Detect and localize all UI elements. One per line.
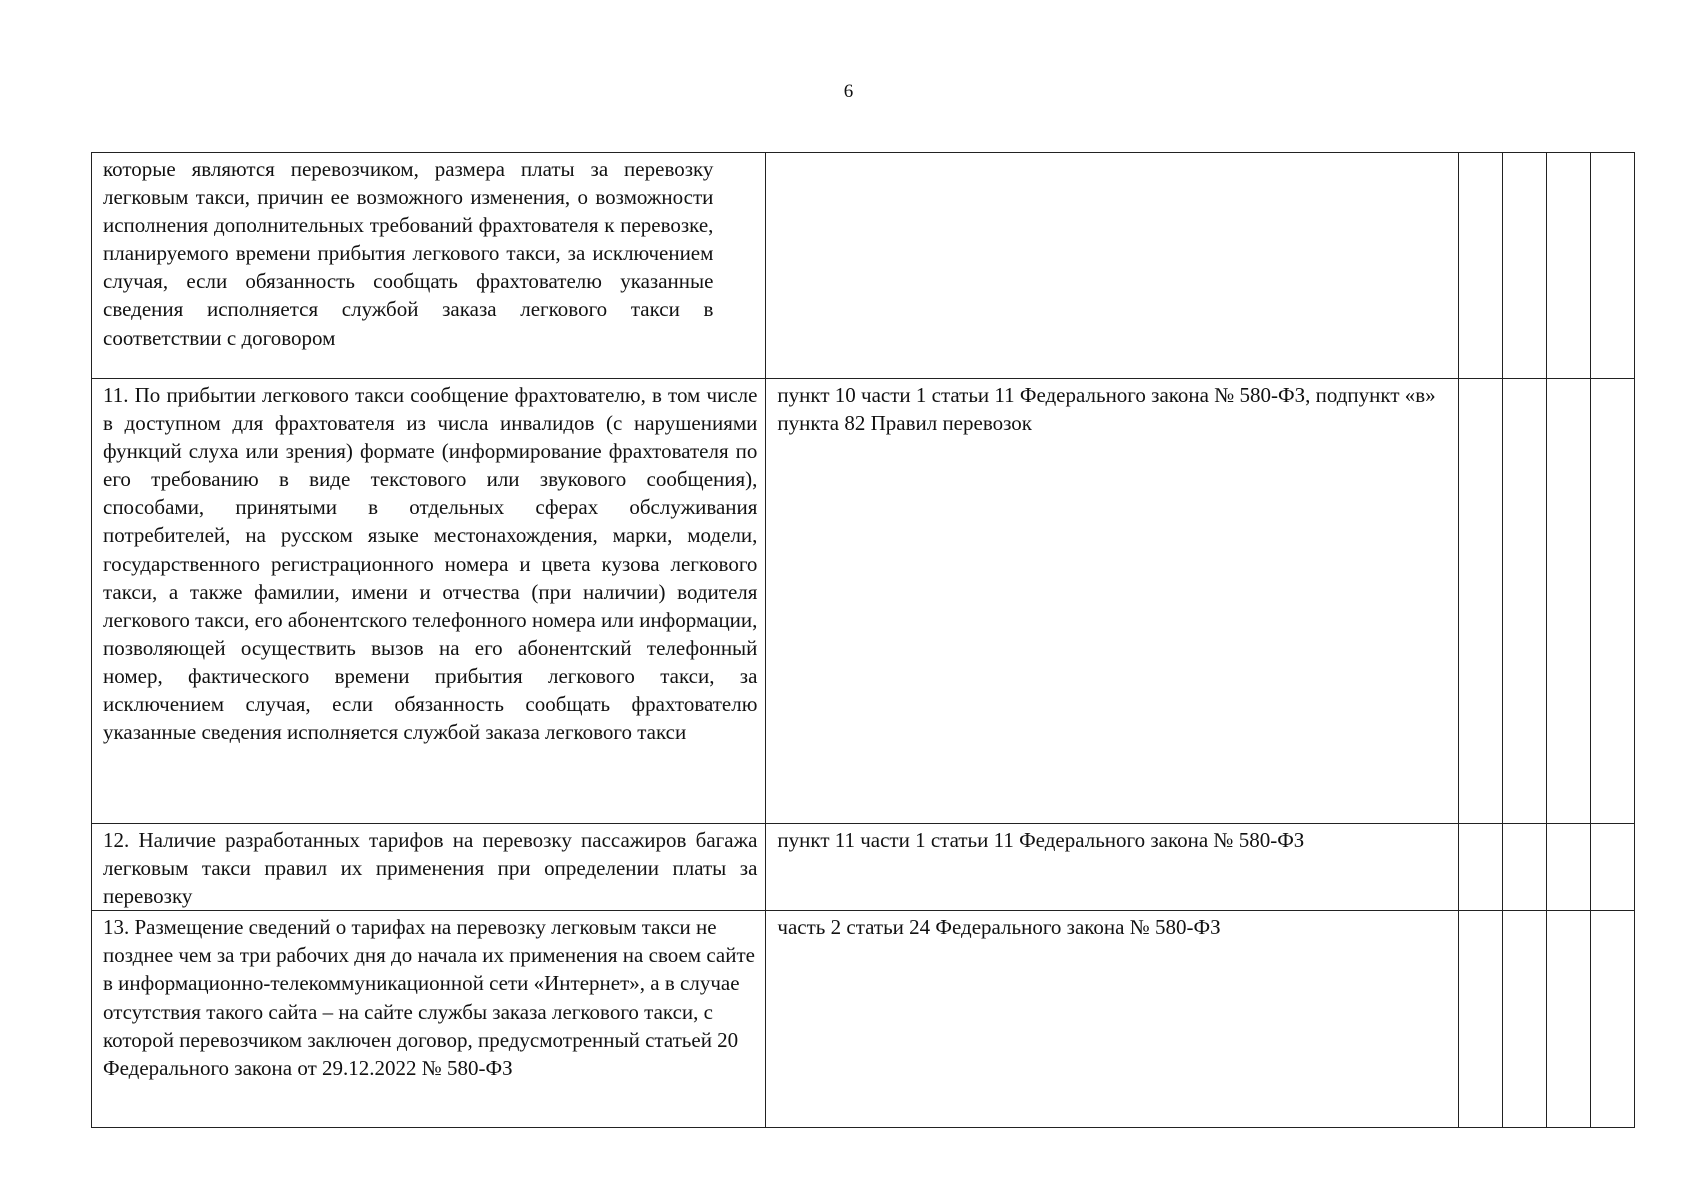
- answer-not-applicable-cell[interactable]: [1546, 153, 1590, 379]
- answer-not-applicable-cell[interactable]: [1546, 379, 1590, 824]
- reference-text: часть 2 статьи 24 Федерального закона № 580-ФЗ: [777, 915, 1221, 940]
- requirement-cell: [92, 911, 766, 1128]
- requirement-cell: [92, 824, 766, 911]
- table-row: [92, 911, 1635, 1128]
- requirement-text: которые являются перевозчиком, размера платы за перевозку легковым такси, причин ее возможного изменения, о возможности исполнения дополнительных требований фрахтователя к перевозке, планируемого времени прибытия легкового такси, за исключением случая, если обязанность сообщать фрахтователю указанные сведения исполняется службой заказа легкового такси в соответствии с договором: [103, 157, 714, 350]
- answer-not-applicable-cell[interactable]: [1546, 911, 1590, 1128]
- table-row: [92, 153, 1635, 379]
- answer-yes-cell[interactable]: [1458, 153, 1502, 379]
- requirement-text: 12. Наличие разработанных тарифов на перевозку пассажиров багажа легковым такси правил их применения при определении платы за перевозку: [103, 828, 758, 909]
- answer-no-cell[interactable]: [1502, 824, 1546, 911]
- reference-text: [766, 153, 1457, 155]
- reference-text: пункт 10 части 1 статьи 11 Федерального закона № 580-ФЗ, подпункт «в» пункта 82 Правил перевозок: [777, 383, 1436, 436]
- reference-cell: [766, 911, 1458, 1128]
- answer-note-cell[interactable]: [1590, 824, 1634, 911]
- answer-no-cell[interactable]: [1502, 153, 1546, 379]
- requirement-text: 11. По прибытии легкового такси сообщение фрахтователю, в том числе в доступном для фрахтователя из числа инвалидов (с нарушениями функций слуха или зрения) формате (информирование фрахтователя по его требованию в виде текстового или звукового сообщения), способами, принятыми в отдельных сферах обслуживания потребителей, на русском языке местонахождения, марки, модели, государственного регистрационного номера и цвета кузова легкового такси, а также фамилии, имени и отчества (при наличии) водителя легкового такси, его абонентского телефонного номера или информации, позволяющей осуществить вызов на его абонентский телефонный номер, фактического времени прибытия легкового такси, за исключением случая, если обязанность сообщать фрахтователю указанные сведения исполняется службой заказа легкового такси: [103, 383, 758, 745]
- answer-no-cell[interactable]: [1502, 911, 1546, 1128]
- requirements-table: [91, 152, 1635, 1128]
- reference-cell: [766, 153, 1458, 379]
- answer-not-applicable-cell[interactable]: [1546, 824, 1590, 911]
- requirement-cell: [92, 153, 766, 379]
- reference-cell: [766, 379, 1458, 824]
- answer-note-cell[interactable]: [1590, 153, 1634, 379]
- reference-text: пункт 11 части 1 статьи 11 Федерального закона № 580-ФЗ: [777, 828, 1305, 852]
- answer-note-cell[interactable]: [1590, 911, 1634, 1128]
- requirement-cell: [92, 379, 766, 824]
- page-number: 6: [843, 81, 854, 102]
- answer-yes-cell[interactable]: [1458, 379, 1502, 824]
- answer-no-cell[interactable]: [1502, 379, 1546, 824]
- answer-yes-cell[interactable]: [1458, 911, 1502, 1128]
- table-row: [92, 824, 1635, 911]
- table-row: [92, 379, 1635, 824]
- answer-yes-cell[interactable]: [1458, 824, 1502, 911]
- requirement-text: 13. Размещение сведений о тарифах на перевозку легковым такси не позднее чем за три рабочих дня до начала их применения на своем сайте в информационно-телекоммуникационной сети «Интернет», а в случае отсутствия такого сайта – на сайте службы заказа легкового такси, с которой перевозчиком заключен договор, предусмотренный статьей 20 Федерального закона от 29.12.2022 № 580-ФЗ: [103, 915, 755, 1080]
- reference-cell: [766, 824, 1458, 911]
- answer-note-cell[interactable]: [1590, 379, 1634, 824]
